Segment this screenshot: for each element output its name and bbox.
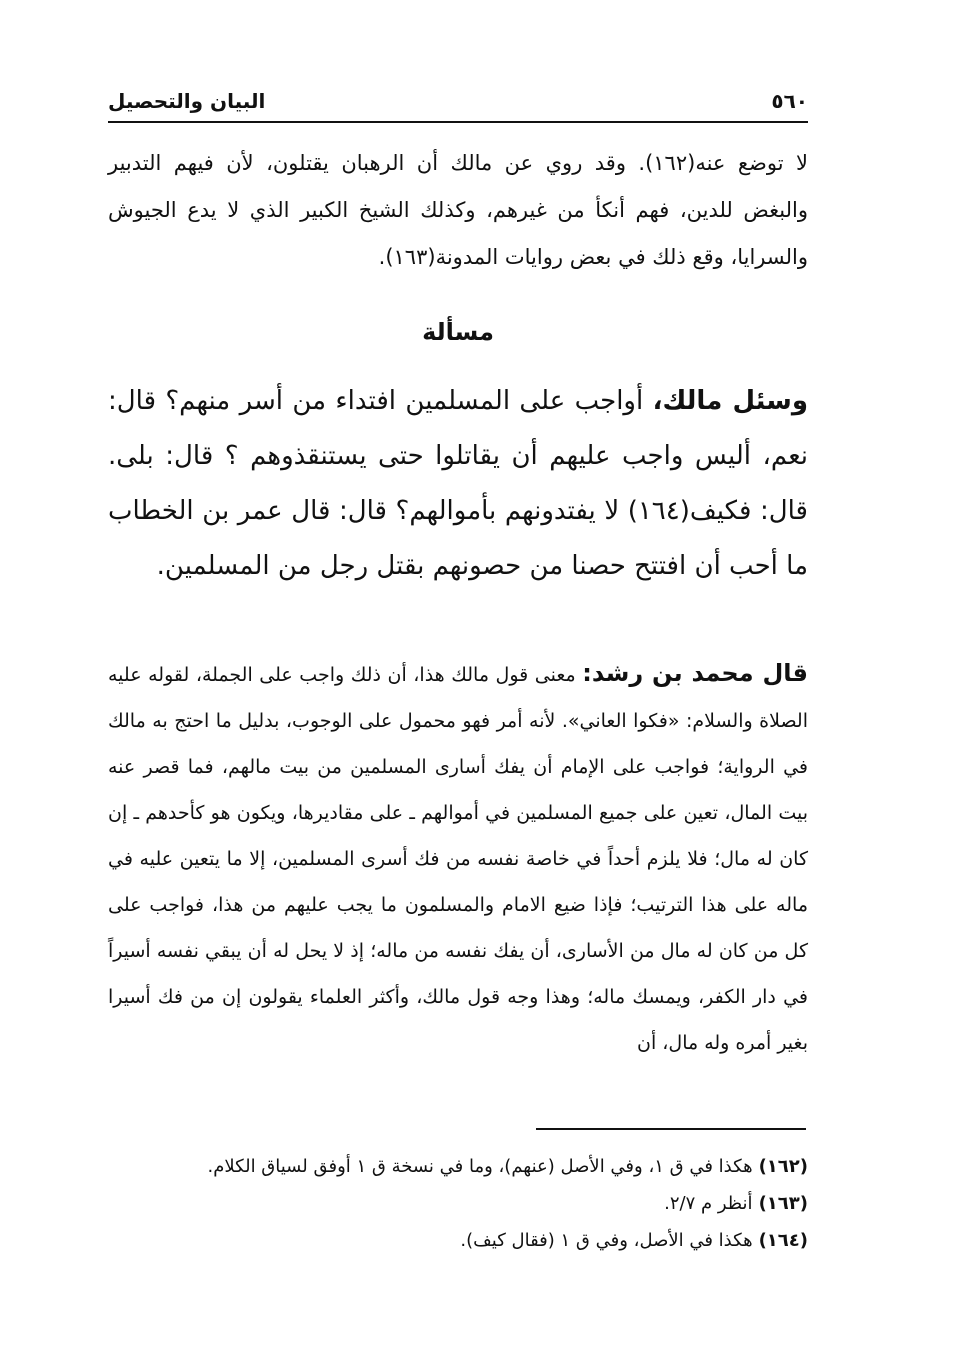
commentary-paragraph <box>108 650 808 1066</box>
footnote-item <box>108 1148 808 1185</box>
footnote-text: هكذا في الأصل، وفي ق ١ (فقال كيف). <box>460 1230 753 1251</box>
footnote-item <box>108 1222 808 1259</box>
footnote-number: (١٦٣) <box>758 1193 808 1214</box>
running-title: البيان والتحصيل <box>108 89 266 113</box>
footnotes <box>108 1148 808 1259</box>
commentary-lead: قال محمد بن رشد: <box>582 659 808 687</box>
header-rule <box>108 121 808 123</box>
footnote-text: أنظر م ٢/٧. <box>664 1193 753 1214</box>
section-title: مسألة <box>422 318 494 346</box>
footnote-rule <box>536 1128 806 1130</box>
question-lead: وسئل مالك، <box>652 386 808 416</box>
page-number: ٥٦٠ <box>771 89 808 113</box>
commentary-body: معنى قول مالك هذا، أن ذلك واجب على الجملة، لقوله عليه الصلاة والسلام: «فكوا العاني». لأنه أمر فهو محمول على الوجوب، بدليل ما احتج به مالك في الرواية؛ فواجب على الإمام أن يفك أسارى المسلمين من بيت مالهم، فما قصر عنه بيت المال، تعين على جميع المسلمين في أموالهم ـ على مقاديرها، ويكون هو كأحدهم ـ إن كان له مال؛ فلا يلزم أحداً في خاصة نفسه من فك أسرى المسلمين، إلا ما يتعين عليه في ماله على هذا الترتيب؛ فإذا ضيع الامام والمسلمون ما يجب عليهم من هذا، فواجب على كل من كان له مال من الأسارى، أن يفك نفسه من ماله؛ إذ لا يحل له أن يبقي نفسه أسيراً في دار الكفر، ويمسك ماله؛ وهذا وجه قول مالك، وأكثر العلماء يقولون إن من فك أسيرا بغير أمره وله مال، أن <box>108 664 808 1054</box>
footnote-text: هكذا في ق ١، وفي الأصل (عنهم)، وما في نسخة ق ١ أوفق لسياق الكلام. <box>207 1156 753 1177</box>
running-header <box>108 84 808 118</box>
top-paragraph: لا توضع عنه(١٦٢). وقد روي عن مالك أن الرهبان يقتلون، لأن فيهم التدبير والبغض للدين، فهم أنكأ من غيرهم، وكذلك الشيخ الكبير الذي لا يدع الجيوش والسرايا، وقع ذلك في بعض روايات المدونة(١٦٣). <box>108 151 808 269</box>
footnote-item <box>108 1185 808 1222</box>
question-body: أواجب على المسلمين افتداء من أسر منهم؟ قال: نعم، أليس واجب عليهم أن يقاتلوا حتى يستنقذوهم ؟ قال: بلى. قال: فكيف(١٦٤) لا يفتدونهم بأموالهم؟ قال: قال عمر بن الخطاب ما أحب أن افتتح حصنا من حصونهم بقتل رجل من المسلمين. <box>108 386 808 581</box>
footnote-number: (١٦٢) <box>758 1156 808 1177</box>
footnote-number: (١٦٤) <box>758 1230 808 1251</box>
question-paragraph <box>108 374 808 594</box>
